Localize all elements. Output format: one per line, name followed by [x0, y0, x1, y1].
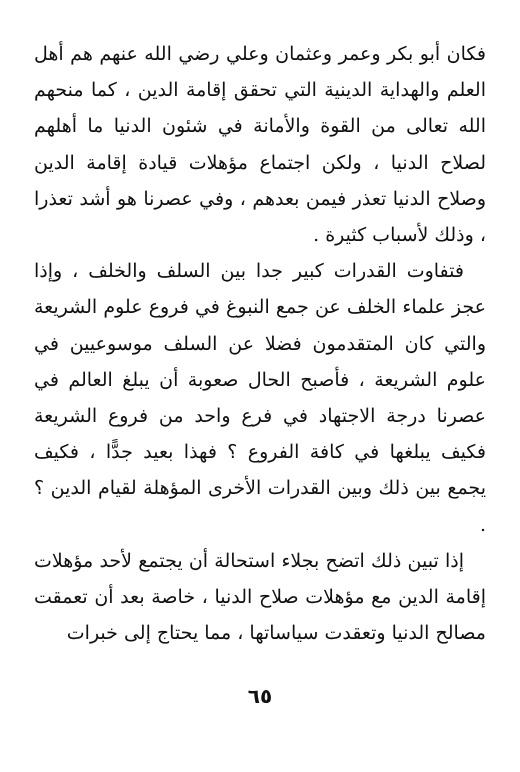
- body-text: [34, 36, 486, 651]
- paragraph-1: فكان أبو بكر وعمر وعثمان وعلي رضي الله عنهم هم أهل العلم والهداية الدينية التي تحقق إقامة الدين ، كما منحهم الله تعالى من القوة والأمانة في شئون الدنيا ما أهلهم لصلاح الدنيا ، ولكن اجتماع مؤهلات قيادة إقامة الدين وصلاح الدنيا تعذر فيمن بعدهم ، وفي عصرنا هو أشد تعذرا ، وذلك لأسباب كثيرة .: [34, 43, 486, 247]
- paragraph-3: إذا تبين ذلك اتضح بجلاء استحالة أن يجتمع لأحد مؤهلات إقامة الدين مع مؤهلات صلاح الدنيا ، خاصة بعد أن تعمقت مصالح الدنيا وتعقدت سياساتها ، مما يحتاج إلى خبرات: [34, 549, 486, 645]
- page-number: ٦٥: [247, 684, 273, 708]
- paragraph-2: فتفاوت القدرات كبير جدا بين السلف والخلف ، وإذا عجز علماء الخلف عن جمع النبوغ في فروع علوم الشريعة والتي كان المتقدمون فضلا عن السلف موسوعيين في علوم الشريعة ، فأصبح الحال صعوبة أن يبلغ العالم في عصرنا درجة الاجتهاد في فرع واحد من فروع الشريعة فكيف يبلغها في كافة الفروع ؟ فهذا بعيد جدًّا ، فكيف يجمع بين ذلك وبين القدرات الأخرى المؤهلة لقيام الدين ؟ .: [34, 260, 486, 536]
